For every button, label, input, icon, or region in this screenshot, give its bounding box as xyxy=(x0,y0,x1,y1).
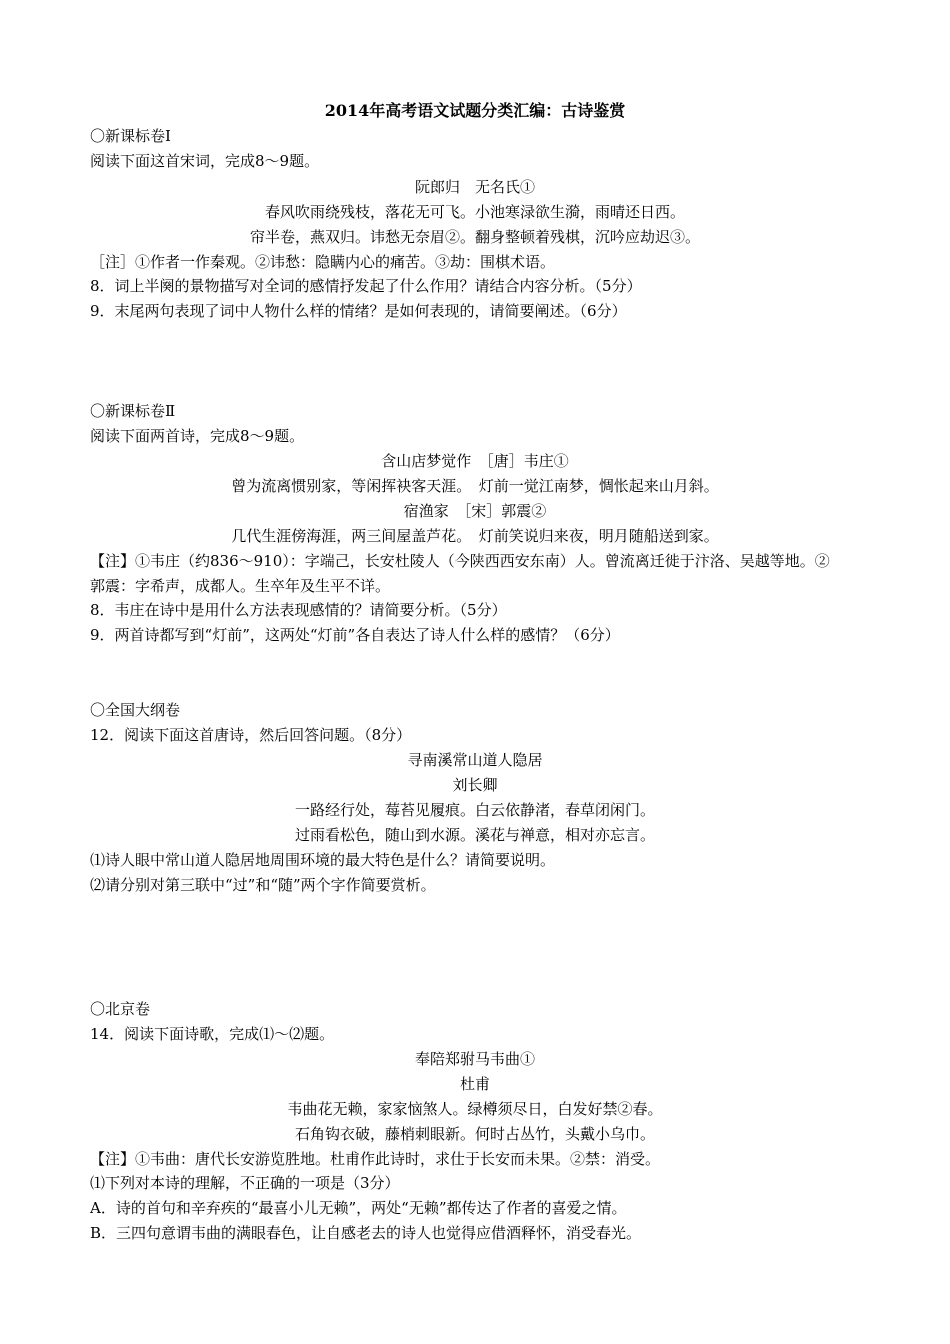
poem-title: 含山店梦觉作 ［唐］韦庄① xyxy=(381,452,569,470)
poem-author: 刘长卿 xyxy=(452,776,498,794)
section-header-quanguo: 〇全国大纲卷 xyxy=(90,701,181,719)
question-8: 8．词上半阕的景物描写对全词的感情抒发起了什么作用？请结合内容分析。（5分） xyxy=(90,277,642,295)
option-b: B．三四句意谓韦曲的满眼春色，让自感老去的诗人也觉得应借酒释怀，消受春光。 xyxy=(90,1224,642,1242)
section-header-xinkebiao-2: 〇新课标卷Ⅱ xyxy=(90,402,176,420)
poem-line: 帘半卷，燕双归。讳愁无奈眉②。翻身整顿着残棋，沉吟应劫迟③。 xyxy=(249,228,700,246)
question-9: 9．两首诗都写到“灯前”，这两处“灯前”各自表达了诗人什么样的感情？（6分） xyxy=(90,626,620,644)
poem-title: 阮郎归 无名氏① xyxy=(414,178,535,196)
poem-line: 几代生涯傍海涯，两三间屋盖芦花。 灯前笑说归来夜，明月随船送到家。 xyxy=(231,527,719,545)
poem-note: 【注】①韦曲：唐代长安游览胜地。杜甫作此诗时，求仕于长安而未果。②禁：消受。 xyxy=(90,1150,661,1168)
poem-title: 奉陪郑驸马韦曲① xyxy=(414,1050,535,1068)
poem-line: 过雨看松色，随山到水源。溪花与禅意，相对亦忘言。 xyxy=(294,826,655,844)
poem-title: 宿渔家 ［宋］郭震② xyxy=(403,502,547,520)
section-header-beijing: 〇北京卷 xyxy=(90,1000,151,1018)
poem-note: 郭震：字希声，成都人。生卒年及生平不详。 xyxy=(90,577,391,595)
poem-line: 韦曲花无赖，家家恼煞人。绿樽须尽日，白发好禁②春。 xyxy=(287,1100,663,1118)
sub-question-2: ⑵请分别对第三联中“过”和“随”两个字作简要赏析。 xyxy=(90,876,436,894)
section-header-xinkebiao-1: 〇新课标卷Ⅰ xyxy=(90,127,171,145)
poem-line: 曾为流离惯别家，等闲挥袂客天涯。 灯前一觉江南梦，惆怅起来山月斜。 xyxy=(231,477,719,495)
poem-line: 石角钩衣破，藤梢刺眼新。何时占丛竹，头戴小乌巾。 xyxy=(294,1125,655,1143)
sub-question-1: ⑴下列对本诗的理解，不正确的一项是（3分） xyxy=(90,1174,400,1192)
question-14: 14．阅读下面诗歌，完成⑴～⑵题。 xyxy=(90,1025,335,1043)
instruction: 阅读下面这首宋词，完成8～9题。 xyxy=(90,152,320,170)
option-a: A．诗的首句和辛弃疾的“最喜小儿无赖”，两处“无赖”都传达了作者的喜爱之情。 xyxy=(90,1199,627,1217)
sub-question-1: ⑴诗人眼中常山道人隐居地周围环境的最大特色是什么？请简要说明。 xyxy=(90,851,556,869)
poem-note: ［注］①作者一作秦观。②讳愁：隐瞒内心的痛苦。③劫：围棋术语。 xyxy=(90,253,556,271)
poem-author: 杜甫 xyxy=(459,1075,490,1093)
poem-line: 一路经行处，莓苔见履痕。白云依静渚，春草闭闲门。 xyxy=(294,801,655,819)
question-9: 9．末尾两句表现了词中人物什么样的情绪？是如何表现的，请简要阐述。（6分） xyxy=(90,302,627,320)
instruction: 阅读下面两首诗，完成8～9题。 xyxy=(90,427,305,445)
poem-note: 【注】①韦庄（约836～910）：字端己，长安杜陵人（今陕西西安东南）人。曾流离迁徙于汴洛、吴越等地。② xyxy=(90,552,830,570)
poem-title: 寻南溪常山道人隐居 xyxy=(407,751,543,769)
document-title: 2014年高考语文试题分类汇编：古诗鉴赏 xyxy=(324,101,626,120)
question-8: 8．韦庄在诗中是用什么方法表现感情的？请简要分析。（5分） xyxy=(90,601,507,619)
poem-line: 春风吹雨绕残枝，落花无可飞。小池寒渌欲生漪，雨晴还日西。 xyxy=(264,203,685,221)
question-12: 12．阅读下面这首唐诗，然后回答问题。（8分） xyxy=(90,726,412,744)
